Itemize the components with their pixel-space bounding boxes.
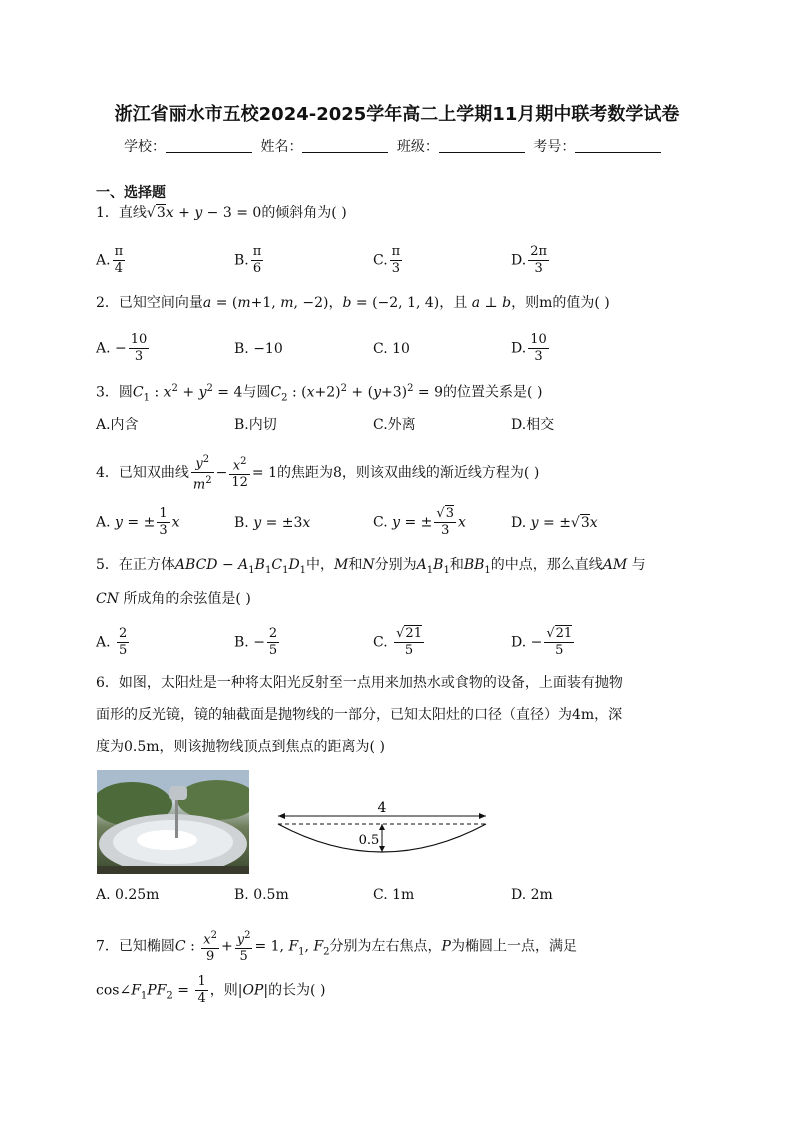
student-info-line [124,136,665,156]
school-label: 学校： [124,139,166,155]
q6-option-d[interactable]: D. 2m [511,887,553,903]
question-6-line3: 度为0.5m，则该抛物线顶点到焦点的距离为( ) [96,739,385,755]
q4-option-a[interactable]: A. y = ± $\frac{1}{3}$ x [96,506,180,538]
q1-option-a[interactable]: A. $\frac{\pi}{4}$ [96,244,124,276]
question-7: 7．已知椭圆C : $\frac{x^2}{9}$ + $\frac{y^2}{5}$ = 1, $F_1$, $F_2$分别为左右焦点，P为椭圆上一点，满足 [96,930,577,965]
question-5-line2: CN 所成角的余弦值是( ) [96,591,251,607]
name-label: 姓名： [260,139,303,155]
diagram-depth-label: 0.5 [358,833,380,848]
question-2: 2．已知空间向量a = (m+1, m, −2)，b = (−2, 1, 4)，且 a ⊥ b，则m的值为( ) [96,295,610,311]
q3-option-d[interactable]: D.相交 [511,417,555,433]
q2-option-a[interactable]: A. − $\frac{10}{3}$ [96,332,148,364]
class-label: 班级： [396,139,439,155]
question-6-line2: 面形的反光镜，镜的轴截面是抛物线的一部分，已知太阳灶的口径（直径）为4m，深 [96,707,623,723]
q5-option-c[interactable]: C. $\frac{√21}{5}$ [373,626,422,658]
q1-tail: 的倾斜角为( ) [261,205,347,221]
class-blank[interactable] [439,138,525,153]
diagram-width-label: 4 [377,800,387,816]
q6-option-b[interactable]: B. 0.5m [234,887,289,903]
solar-cooker-photo [97,770,249,874]
q2-option-c[interactable]: C. 10 [373,341,410,357]
number-blank[interactable] [575,138,661,153]
q1-option-d[interactable]: D. $\frac{2\pi}{3}$ [511,244,548,276]
q1-option-b[interactable]: B. $\frac{\pi}{6}$ [234,244,262,276]
q4-option-c[interactable]: C. y = ± $\frac{√3}{3}$ x [373,506,466,538]
q3-option-b[interactable]: B.内切 [234,417,277,433]
q2-option-b[interactable]: B. −10 [234,341,283,357]
q6-option-a[interactable]: A. 0.25m [96,887,160,903]
question-7-line2: $\cos\angle F_1PF_2$ = $\frac{1}{4}$ ，则|OP|的长为( ) [96,974,326,1006]
q5-option-a[interactable]: A. $\frac{2}{5}$ [96,626,128,658]
question-4: 4．已知双曲线 $\frac{y^2}{m^2}$ − $\frac{x^2}{12}$ = 1的焦距为8，则该双曲线的渐近线方程为( ) [96,454,540,493]
q6-option-c[interactable]: C. 1m [373,887,415,903]
q1-option-c[interactable]: C. $\frac{\pi}{3}$ [373,244,401,276]
page-title: 浙江省丽水市五校2024-2025学年高二上学期11月期中联考数学试卷 [114,104,680,125]
school-blank[interactable] [166,138,252,153]
name-blank[interactable] [302,138,388,153]
question-1: 1．直线√3x + y − 3 = 0的倾斜角为( ) [96,205,347,221]
section-heading: 一、选择题 [96,185,166,201]
q1-stem: 1．直线 [96,205,147,221]
q5-option-d[interactable]: D. − $\frac{√21}{5}$ [511,626,573,658]
q3-option-a[interactable]: A.内含 [96,417,139,433]
q4-option-d[interactable]: D. y = ±√3x [511,515,598,531]
q4-option-b[interactable]: B. y = ±3x [234,515,311,531]
question-3: 3．圆$C_1$ : $x^2 + y^2 = 4$与圆$C_2$ : $(x+2)^2 + (y+3)^2 = 9$的位置关系是( ) [96,383,543,404]
parabola-diagram [272,800,492,860]
number-label: 考号： [533,139,576,155]
question-5: 5．在正方体ABCD − $A_1B_1C_1D_1$中，M和N分别为$A_1B_1$和$BB_1$的中点，那么直线AM 与 [96,557,646,576]
question-6-line1: 6．如图，太阳灶是一种将太阳光反射至一点用来加热水或食物的设备，上面装有抛物 [96,675,623,691]
q5-option-b[interactable]: B. − $\frac{2}{5}$ [234,626,278,658]
q2-option-d[interactable]: D. $\frac{10}{3}$ [511,332,547,364]
q3-option-c[interactable]: C.外离 [373,417,416,433]
